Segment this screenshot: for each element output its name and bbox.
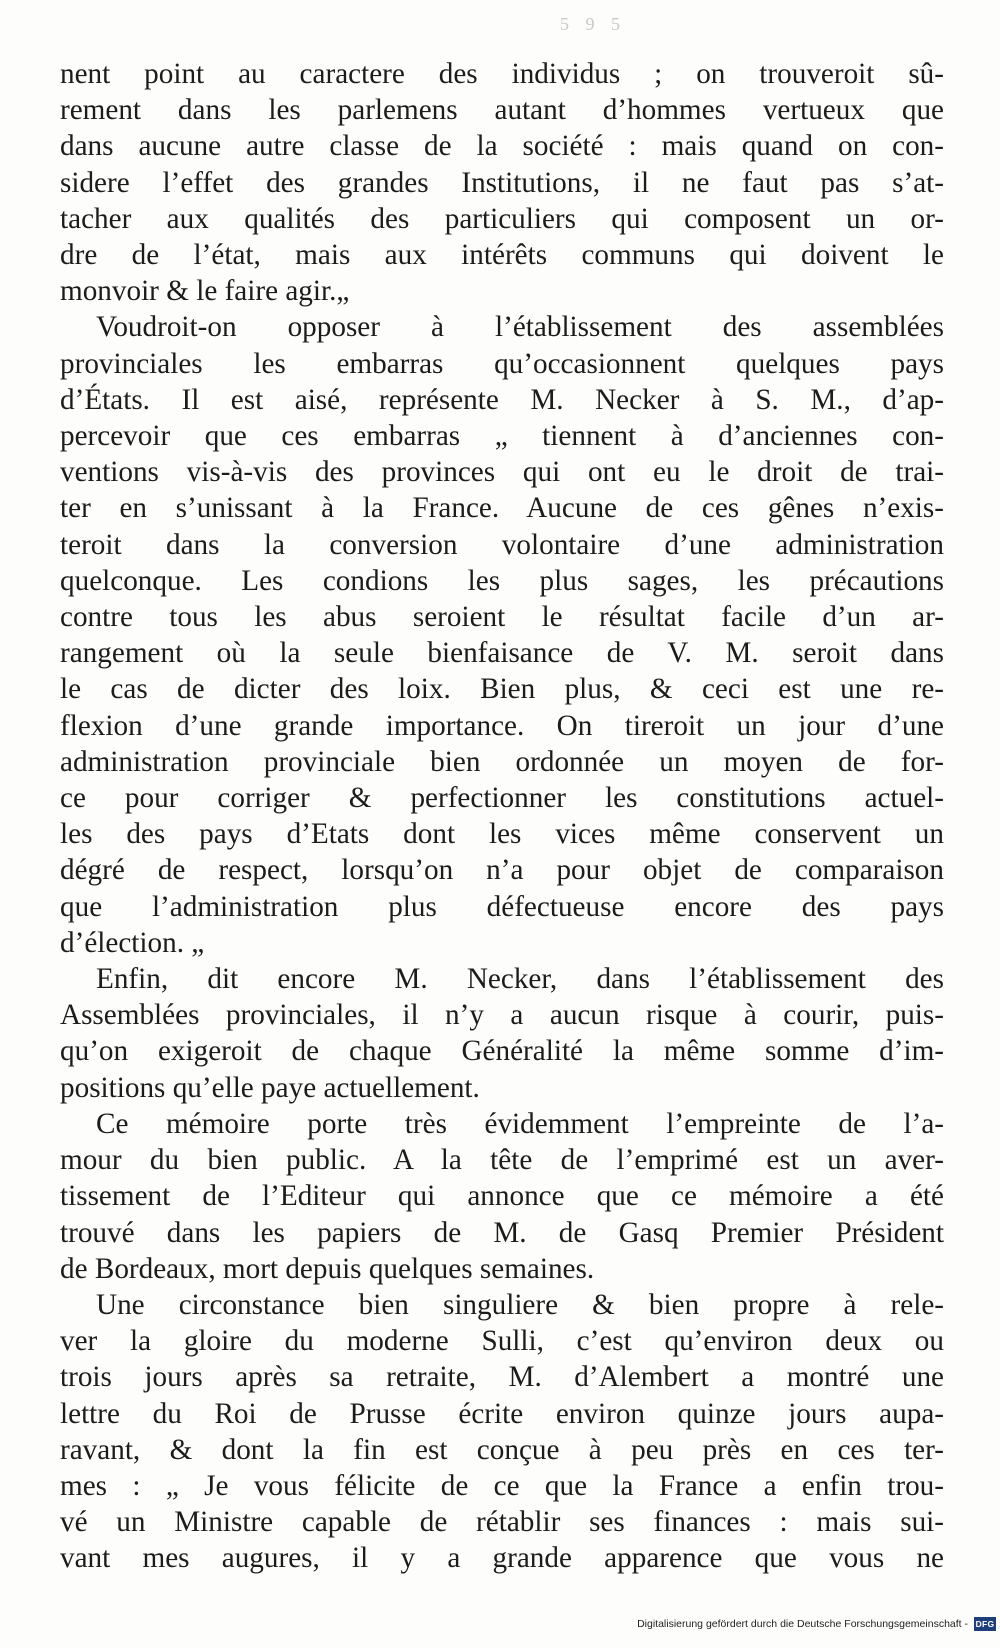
text-line: dans aucune autre classe de la société : mais quand on con- xyxy=(60,130,944,163)
text-line: teroit dans la conversion volontaire d’une administration xyxy=(60,528,944,561)
paragraph-5 xyxy=(60,1287,944,1577)
text-line: Une circonstance bien singuliere & bien propre à rele- xyxy=(96,1288,944,1321)
text-line: vant mes augures, il y a grande apparence que vous ne xyxy=(60,1542,944,1575)
text-line: ravant, & dont la fin est conçue à peu près en ces ter- xyxy=(60,1433,944,1466)
text-line: que l’administration plus défectueuse encore des pays xyxy=(60,890,944,923)
text-line: flexion d’une grande importance. On tireroit un jour d’une xyxy=(60,709,944,742)
text-line: monvoir & le faire agir.„ xyxy=(60,275,350,308)
text-line: quelconque. Les condions les plus sages, les précautions xyxy=(60,564,944,597)
text-line: dégré de respect, lorsqu’on n’a pour objet de comparaison xyxy=(60,854,944,887)
scan-mark: 5 9 5 xyxy=(560,14,626,34)
body-text xyxy=(60,56,944,1577)
text-line: d’élection. „ xyxy=(60,926,205,959)
text-line: ce pour corriger & perfectionner les constitutions actuel- xyxy=(60,782,944,815)
text-line: provinciales les embarras qu’occasionnent quelques pays xyxy=(60,347,944,380)
text-line: nent point au caractere des individus ; on trouveroit sû- xyxy=(60,58,944,90)
paragraph-2 xyxy=(60,309,944,961)
text-line: lettre du Roi de Prusse écrite environ quinze jours aupa- xyxy=(60,1397,944,1430)
text-line: Voudroit-on opposer à l’établissement des assemblées xyxy=(96,311,944,344)
text-line: mes : „ Je vous félicite de ce que la France a enfin trou- xyxy=(60,1469,944,1502)
text-line: tacher aux qualités des particuliers qui composent un or- xyxy=(60,202,944,235)
paragraph-1 xyxy=(60,56,944,309)
text-line: Assemblées provinciales, il n’y a aucun risque à courir, puis- xyxy=(60,999,944,1032)
text-line: ter en s’unissant à la France. Aucune de ces gênes n’exis- xyxy=(60,492,944,525)
text-line: tissement de l’Editeur qui annonce que ce mémoire a été xyxy=(60,1180,944,1213)
funding-note: Digitalisierung gefördert durch die Deutsche Forschungsgemeinschaft - xyxy=(637,1618,968,1630)
text-line: Ce mémoire porte très évidemment l’empreinte de l’a- xyxy=(96,1107,944,1140)
text-line: ventions vis-à-vis des provinces qui ont eu le droit de trai- xyxy=(60,456,944,489)
text-line: les des pays d’Etats dont les vices même conservent un xyxy=(60,818,944,851)
text-line: administration provinciale bien ordonnée un moyen de for- xyxy=(60,745,944,778)
text-line: contre tous les abus seroient le résultat facile d’un ar- xyxy=(60,601,944,634)
text-line: rangement où la seule bienfaisance de V. M. seroit dans xyxy=(60,637,944,670)
text-line: rement dans les parlemens autant d’hommes vertueux que xyxy=(60,94,944,127)
text-line: trois jours après sa retraite, M. d’Alembert a montré une xyxy=(60,1361,944,1394)
text-line: vé un Ministre capable de rétablir ses finances : mais sui- xyxy=(60,1506,944,1539)
text-line: Enfin, dit encore M. Necker, dans l’établissement des xyxy=(96,963,944,996)
text-line: positions qu’elle paye actuellement. xyxy=(60,1071,480,1104)
text-line: percevoir que ces embarras „ tiennent à d’anciennes con- xyxy=(60,420,944,453)
text-line: trouvé dans les papiers de M. de Gasq Premier Président xyxy=(60,1216,944,1249)
digitization-footer xyxy=(575,1612,1000,1636)
text-line: sidere l’effet des grandes Institutions, il ne faut pas s’at- xyxy=(60,166,944,199)
text-line: le cas de dicter des loix. Bien plus, & ceci est une re- xyxy=(60,673,944,706)
dfg-logo: DFG xyxy=(975,1619,995,1629)
text-line: ver la gloire du moderne Sulli, c’est qu’environ deux ou xyxy=(60,1325,944,1358)
text-line: de Bordeaux, mort depuis quelques semaines. xyxy=(60,1252,595,1285)
text-line: dre de l’état, mais aux intérêts communs qui doivent le xyxy=(60,239,944,272)
text-line: mour du bien public. A la tête de l’emprimé est un aver- xyxy=(60,1144,944,1177)
text-line: qu’on exigeroit de chaque Généralité la même somme d’im- xyxy=(60,1035,944,1068)
text-line: d’États. Il est aisé, représente M. Necker à S. M., d’ap- xyxy=(60,383,944,416)
paragraph-4 xyxy=(60,1106,944,1287)
paragraph-3 xyxy=(60,961,944,1106)
